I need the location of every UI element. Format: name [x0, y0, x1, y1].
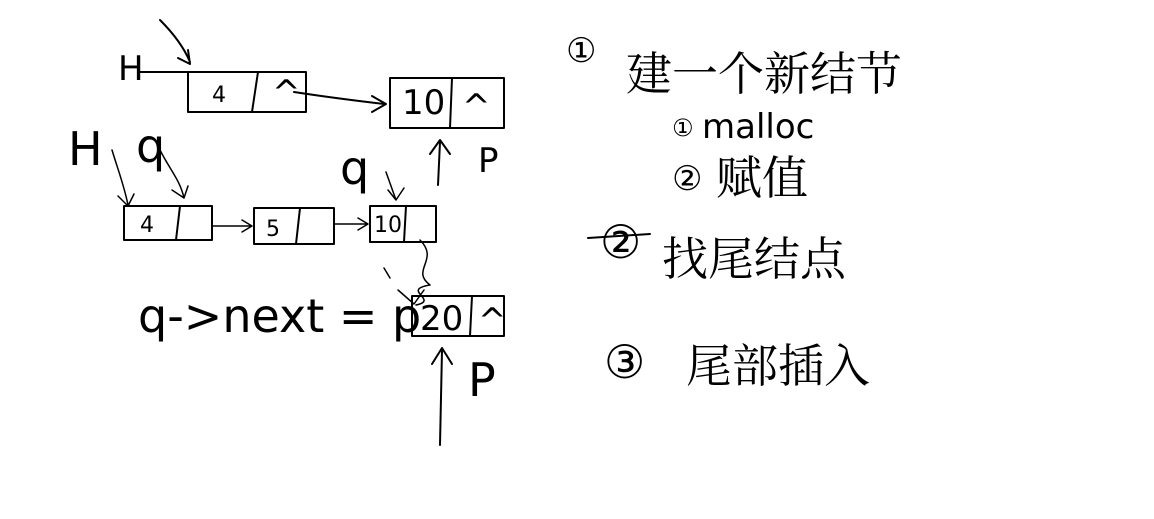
step2-text: 找尾结点 — [662, 232, 846, 286]
bottom-linked-list — [68, 119, 507, 445]
bottom-pointer-arrow — [432, 348, 452, 445]
top-node-1-next: ^ — [272, 73, 301, 113]
sub1-number: ① — [672, 114, 694, 142]
bottom-node-1-divider — [176, 206, 180, 240]
q-arrow-2 — [386, 172, 404, 200]
bottom-node-1-data: 4 — [140, 213, 154, 238]
bottom-node-4-divider — [470, 296, 472, 336]
sub2-text: 赋值 — [716, 151, 808, 205]
bottom-node-2-divider — [296, 208, 300, 244]
step3-number: ③ — [604, 335, 646, 389]
bottom-node-4-next: ^ — [478, 301, 507, 341]
bottom-link-1 — [212, 220, 252, 232]
bottom-node-4-data: 20 — [420, 299, 464, 339]
step3-text: 尾部插入 — [686, 339, 870, 393]
bottom-node-1 — [124, 206, 212, 240]
q-label-bottom: q — [136, 119, 166, 173]
top-node-1 — [188, 72, 306, 113]
top-node-1-data: 4 — [212, 83, 226, 108]
bottom-node-2-data: 5 — [266, 217, 280, 242]
top-node-1-divider — [252, 72, 258, 112]
bottom-node-3-data: 10 — [374, 213, 402, 238]
bottom-node-2 — [254, 208, 334, 244]
top-pointer-label: P — [478, 141, 499, 181]
top-node-2 — [390, 78, 504, 128]
steps-notes — [566, 31, 902, 393]
bottom-node-3-divider — [404, 206, 406, 242]
assignment-text: q->next = p — [138, 289, 422, 343]
head-label-top: H — [118, 49, 144, 89]
sub2-number: ② — [672, 159, 703, 199]
bottom-link-2 — [334, 218, 368, 230]
top-node-2-divider — [450, 78, 452, 128]
top-linked-list — [118, 20, 504, 185]
bottom-node-1-box — [124, 206, 212, 240]
step2-number: ② — [600, 215, 642, 269]
bottom-pointer-label: P — [468, 353, 496, 407]
bottom-node-3 — [370, 206, 436, 242]
sub1-text: malloc — [702, 107, 815, 147]
top-node-2-data: 10 — [402, 83, 446, 123]
step1-text: 建一个新结节 — [626, 47, 902, 101]
head-label-bottom: H — [68, 122, 103, 176]
q-label-bottom-2: q — [340, 141, 370, 195]
top-node-2-next: ^ — [462, 87, 491, 127]
head-arrow-top — [138, 20, 190, 72]
bottom-node-4 — [412, 296, 507, 341]
top-link-arrow — [294, 92, 386, 112]
step1-number: ① — [566, 31, 597, 71]
top-pointer-arrow — [430, 140, 450, 185]
